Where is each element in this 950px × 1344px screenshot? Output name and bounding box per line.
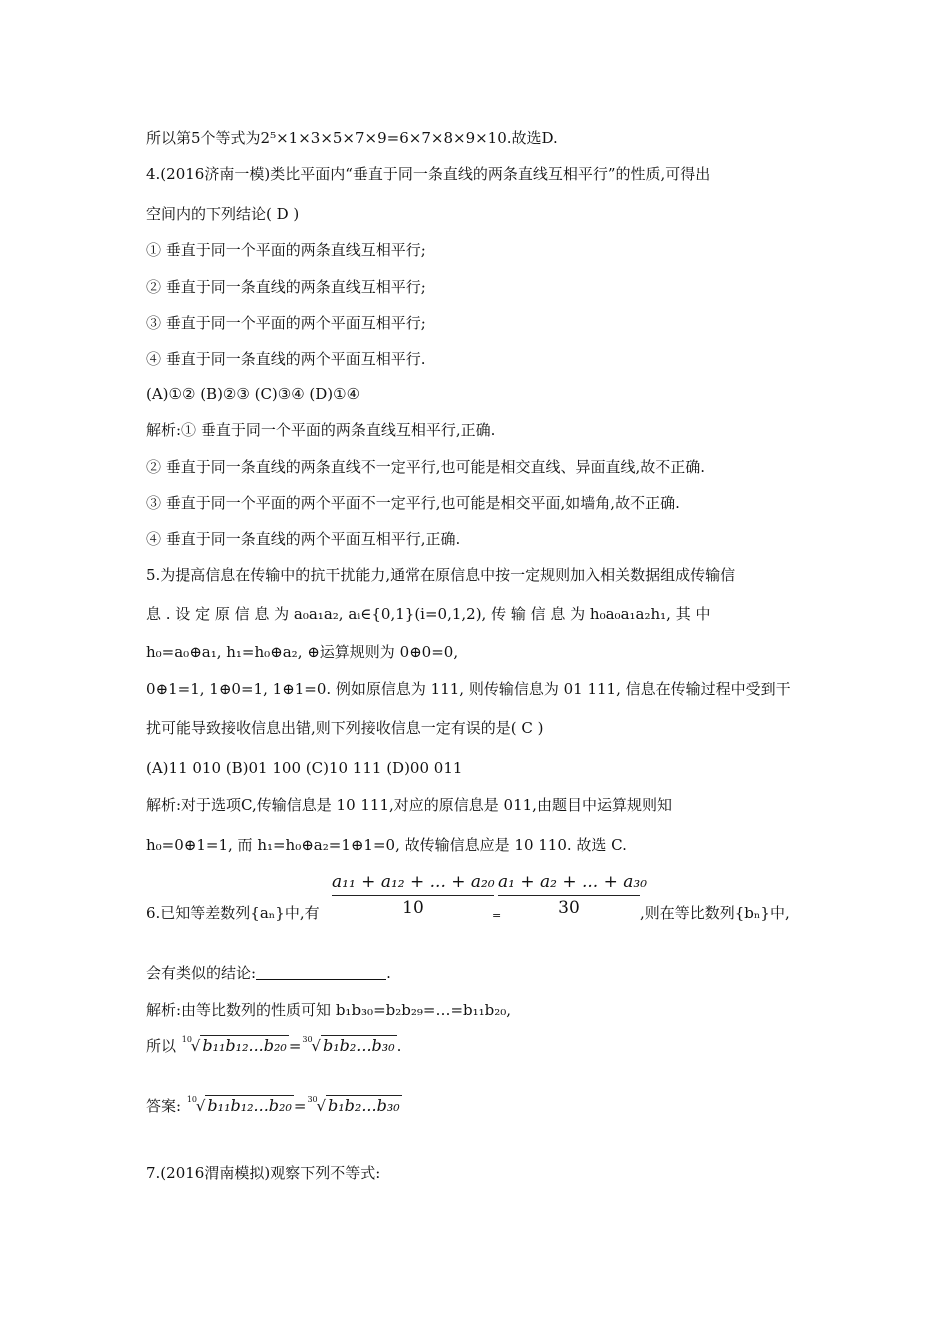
text-line: 所以第5个等式为2⁵×1×3×5×7×9=6×7×8×9×10.故选D.	[146, 129, 558, 147]
statement-1: ① 垂直于同一个平面的两条直线互相平行;	[146, 241, 426, 259]
question-6-suffix: ,则在等比数列{bₙ}中,	[640, 904, 790, 922]
fraction-2-numerator: a₁ + a₂ + ... + a₃₀	[498, 872, 648, 892]
radical-sign: √	[316, 1097, 327, 1115]
question-6-prefix: 6.已知等差数列{aₙ}中,有	[146, 904, 320, 922]
radical-expression	[302, 1035, 396, 1056]
question-5-stem: h₀=a₀⊕a₁, h₁=h₀⊕a₂, ⊕运算规则为 0⊕0=0,	[146, 643, 459, 661]
answer-choices-5: (A)11 010 (B)01 100 (C)10 111 (D)00 011	[146, 759, 463, 777]
equals-sign: =	[288, 1037, 302, 1055]
solution-radical-line	[146, 1036, 401, 1056]
radical-sign: √	[195, 1097, 206, 1115]
answer-label: 答案:	[146, 1097, 182, 1115]
question-5-stem: 0⊕1=1, 1⊕0=1, 1⊕1=0. 例如原信息为 111, 则传输信息为 01 111, 信息在传输过程中受到干	[146, 680, 791, 698]
question-5-stem: 息 . 设 定 原 信 息 为 a₀a₁a₂, aᵢ∈{0,1}(i=0,1,2), 传 输 信 息 为 h₀a₀a₁a₂h₁, 其 中	[146, 605, 711, 623]
prompt-text: 会有类似的结论:	[146, 964, 257, 982]
fraction-1	[332, 872, 494, 918]
equals-sign: =	[293, 1097, 307, 1115]
radical-expression	[307, 1095, 401, 1116]
radical-body: b₁b₂...b₃₀	[328, 1096, 400, 1115]
fraction-bar	[498, 895, 640, 896]
question-5-stem: 5.为提高信息在传输中的抗干扰能力,通常在原信息中按一定规则加入相关数据组成传输信	[146, 566, 736, 584]
fraction-1-denominator: 10	[402, 898, 424, 918]
solution-line: ② 垂直于同一条直线的两条直线不一定平行,也可能是相交直线、异面直线,故不正确.	[146, 458, 706, 476]
solution-line: 解析:对于选项C,传输信息是 10 111,对应的原信息是 011,由题目中运算规则知	[146, 796, 672, 814]
solution-line: h₀=0⊕1=1, 而 h₁=h₀⊕a₂=1⊕1=0, 故传输信息应是 10 110. 故选 C.	[146, 836, 627, 854]
fraction-2	[498, 872, 648, 918]
statement-3: ③ 垂直于同一个平面的两个平面互相平行;	[146, 314, 426, 332]
solution-line: 解析:由等比数列的性质可知 b₁b₃₀=b₂b₂₉=…=b₁₁b₂₀,	[146, 1001, 512, 1019]
statement-2: ② 垂直于同一条直线的两条直线互相平行;	[146, 278, 426, 296]
period: .	[386, 964, 391, 982]
equals-sign: =	[492, 909, 502, 922]
radical-expression	[186, 1095, 294, 1116]
statement-4: ④ 垂直于同一条直线的两个平面互相平行.	[146, 350, 426, 368]
answer-blank	[256, 965, 386, 980]
question-7-stem: 7.(2016渭南模拟)观察下列不等式:	[146, 1164, 381, 1182]
radical-index: 10	[181, 1035, 192, 1044]
fraction-2-denominator: 30	[558, 898, 580, 918]
fraction-1-numerator: a₁₁ + a₁₂ + ... + a₂₀	[332, 872, 495, 892]
radical-index: 30	[307, 1095, 318, 1104]
radical-index: 10	[186, 1095, 198, 1104]
answer-choices-4: (A)①② (B)②③ (C)③④ (D)①④	[146, 385, 361, 403]
radical-sign: √	[311, 1037, 321, 1055]
question-5-stem: 扰可能导致接收信息出错,则下列接收信息一定有误的是( C )	[146, 719, 544, 737]
question-4-stem-cont: 空间内的下列结论( D )	[146, 205, 300, 223]
period: .	[396, 1037, 402, 1055]
answer-line	[146, 1096, 402, 1116]
solution-line: ④ 垂直于同一条直线的两个平面互相平行,正确.	[146, 530, 461, 548]
radical-index: 30	[302, 1035, 313, 1044]
prefix-text: 所以	[146, 1037, 177, 1055]
radical-body: b₁b₂...b₃₀	[322, 1036, 395, 1055]
radical-body: b₁₁b₁₂...b₂₀	[202, 1036, 287, 1055]
radical-body: b₁₁b₁₂...b₂₀	[207, 1096, 292, 1115]
solution-line: 解析:① 垂直于同一个平面的两条直线互相平行,正确.	[146, 421, 496, 439]
question-4-stem: 4.(2016济南一模)类比平面内“垂直于同一条直线的两条直线互相平行”的性质,可得出	[146, 165, 711, 183]
radical-sign: √	[190, 1037, 201, 1055]
solution-line: ③ 垂直于同一个平面的两个平面不一定平行,也可能是相交平面,如墙角,故不正确.	[146, 494, 680, 512]
fraction-bar	[332, 895, 494, 896]
radical-expression	[181, 1035, 289, 1056]
question-6-line-2	[146, 963, 391, 983]
